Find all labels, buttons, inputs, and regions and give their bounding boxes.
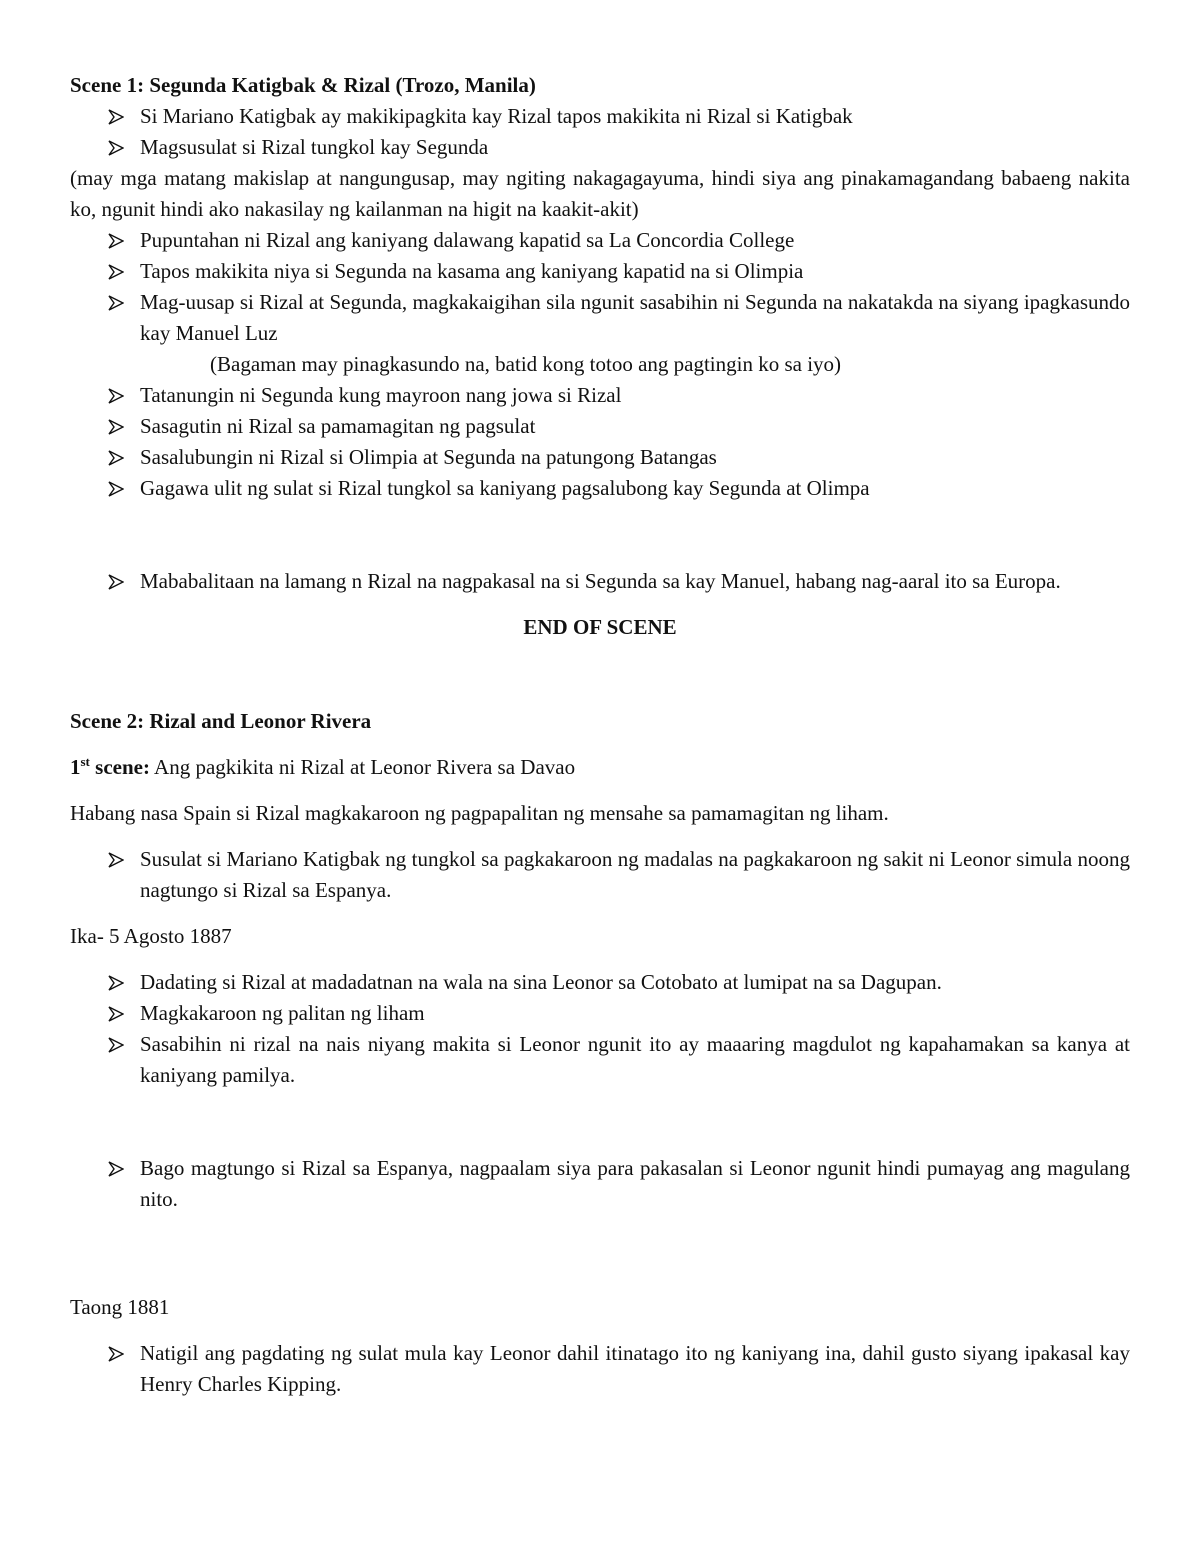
list-item-text: Tapos makikita niya si Segunda na kasama ang kaniyang kapatid na si Olimpia	[140, 259, 804, 283]
list-item	[70, 998, 1130, 1029]
arrow-bullet-icon	[108, 566, 128, 597]
subscene-text: Ang pagkikita ni Rizal at Leonor Rivera sa Davao	[149, 755, 576, 779]
subscene-label: 1st scene:	[70, 754, 150, 779]
arrow-bullet-icon	[108, 380, 128, 411]
list-item-text: Magkakaroon ng palitan ng liham	[140, 1001, 425, 1025]
quote-text: (Bagaman may pinagkasundo na, batid kong totoo ang pagtingin ko sa iyo)	[210, 352, 842, 376]
arrow-bullet-icon	[108, 256, 128, 287]
scene1-list-2	[70, 225, 1130, 349]
subscene-line	[70, 752, 1130, 783]
list-item	[70, 473, 1130, 504]
scene1-list-3	[70, 380, 1130, 597]
scene1-heading: Scene 1: Segunda Katigbak & Rizal (Trozo, Manila)	[70, 73, 536, 97]
paragraph: Habang nasa Spain si Rizal magkakaroon ng pagpapalitan ng mensahe sa pamamagitan ng liham.	[70, 801, 889, 825]
list-item	[70, 101, 1130, 132]
list-item	[70, 132, 1130, 163]
arrow-bullet-icon	[108, 1338, 128, 1369]
arrow-bullet-icon	[108, 967, 128, 998]
list-item	[70, 380, 1130, 411]
list-item	[70, 256, 1130, 287]
scene2-list-2	[70, 967, 1130, 1215]
scene1-list-1	[70, 101, 1130, 163]
list-item-text: Sasalubungin ni Rizal si Olimpia at Segunda na patungong Batangas	[140, 445, 717, 469]
list-item-text: Tatanungin ni Segunda kung mayroon nang jowa si Rizal	[140, 383, 622, 407]
list-item	[70, 442, 1130, 473]
date-label: Ika- 5 Agosto 1887	[70, 924, 232, 948]
arrow-bullet-icon	[108, 1153, 128, 1184]
list-item	[70, 1029, 1130, 1091]
arrow-bullet-icon	[108, 473, 128, 504]
list-item	[70, 1153, 1130, 1215]
list-item-text: Susulat si Mariano Katigbak ng tungkol sa pagkakaroon ng madalas na pagkakaroon ng sakit ni Leonor simula noong nagtungo si Rizal sa Espanya.	[140, 847, 1130, 902]
list-item-text: Bago magtungo si Rizal sa Espanya, nagpaalam siya para pakasalan si Leonor ngunit hindi pumayag ang magulang nito.	[140, 1156, 1130, 1211]
list-item-text: Dadating si Rizal at madadatnan na wala na sina Leonor sa Cotobato at lumipat na sa Dagupan.	[140, 970, 942, 994]
list-item-text: Mag-uusap si Rizal at Segunda, magkakaigihan sila ngunit sasabihin ni Segunda na nakatakda na siyang ipagkasundo kay Manuel Luz	[140, 290, 1130, 345]
arrow-bullet-icon	[108, 132, 128, 163]
arrow-bullet-icon	[108, 998, 128, 1029]
list-item	[70, 287, 1130, 349]
quote-text: (may mga matang makislap at nangungusap, may ngiting nakagagayuma, hindi siya ang pinakamagandang babaeng nakita ko, ngunit hindi ako nakasilay ng kailanman na higit na kaakit-akit)	[70, 166, 1130, 221]
arrow-bullet-icon	[108, 287, 128, 318]
list-item-text: Si Mariano Katigbak ay makikipagkita kay Rizal tapos makikita ni Rizal si Katigbak	[140, 104, 853, 128]
date-label: Taong 1881	[70, 1295, 170, 1319]
arrow-bullet-icon	[108, 225, 128, 256]
list-item	[70, 967, 1130, 998]
scene2-list-1	[70, 844, 1130, 906]
list-item-text: Sasabihin ni rizal na nais niyang makita si Leonor ngunit ito ay maaaring magdulot ng kapahamakan sa kanya at kaniyang pamilya.	[140, 1032, 1130, 1087]
arrow-bullet-icon	[108, 411, 128, 442]
scene2-heading: Scene 2: Rizal and Leonor Rivera	[70, 709, 372, 733]
document-body	[70, 70, 1130, 1400]
list-item	[70, 1338, 1130, 1400]
list-item	[70, 566, 1130, 597]
scene2-list-3	[70, 1338, 1130, 1400]
list-item	[70, 225, 1130, 256]
list-item-text: Sasagutin ni Rizal sa pamamagitan ng pagsulat	[140, 414, 536, 438]
end-of-scene-label: END OF SCENE	[523, 615, 677, 639]
list-item-text: Magsusulat si Rizal tungkol kay Segunda	[140, 135, 489, 159]
arrow-bullet-icon	[108, 101, 128, 132]
list-item-text: Gagawa ulit ng sulat si Rizal tungkol sa kaniyang pagsalubong kay Segunda at Olimpa	[140, 476, 870, 500]
arrow-bullet-icon	[108, 1029, 128, 1060]
list-item	[70, 844, 1130, 906]
list-item-text: Natigil ang pagdating ng sulat mula kay Leonor dahil itinatago ito ng kaniyang ina, dahil gusto siyang ipakasal kay Henry Charles Kipping.	[140, 1341, 1130, 1396]
list-item	[70, 411, 1130, 442]
list-item-text: Mababalitaan na lamang n Rizal na nagpakasal na si Segunda sa kay Manuel, habang nag-aaral ito sa Europa.	[140, 569, 1061, 593]
arrow-bullet-icon	[108, 442, 128, 473]
arrow-bullet-icon	[108, 844, 128, 875]
list-item-text: Pupuntahan ni Rizal ang kaniyang dalawang kapatid sa La Concordia College	[140, 228, 795, 252]
